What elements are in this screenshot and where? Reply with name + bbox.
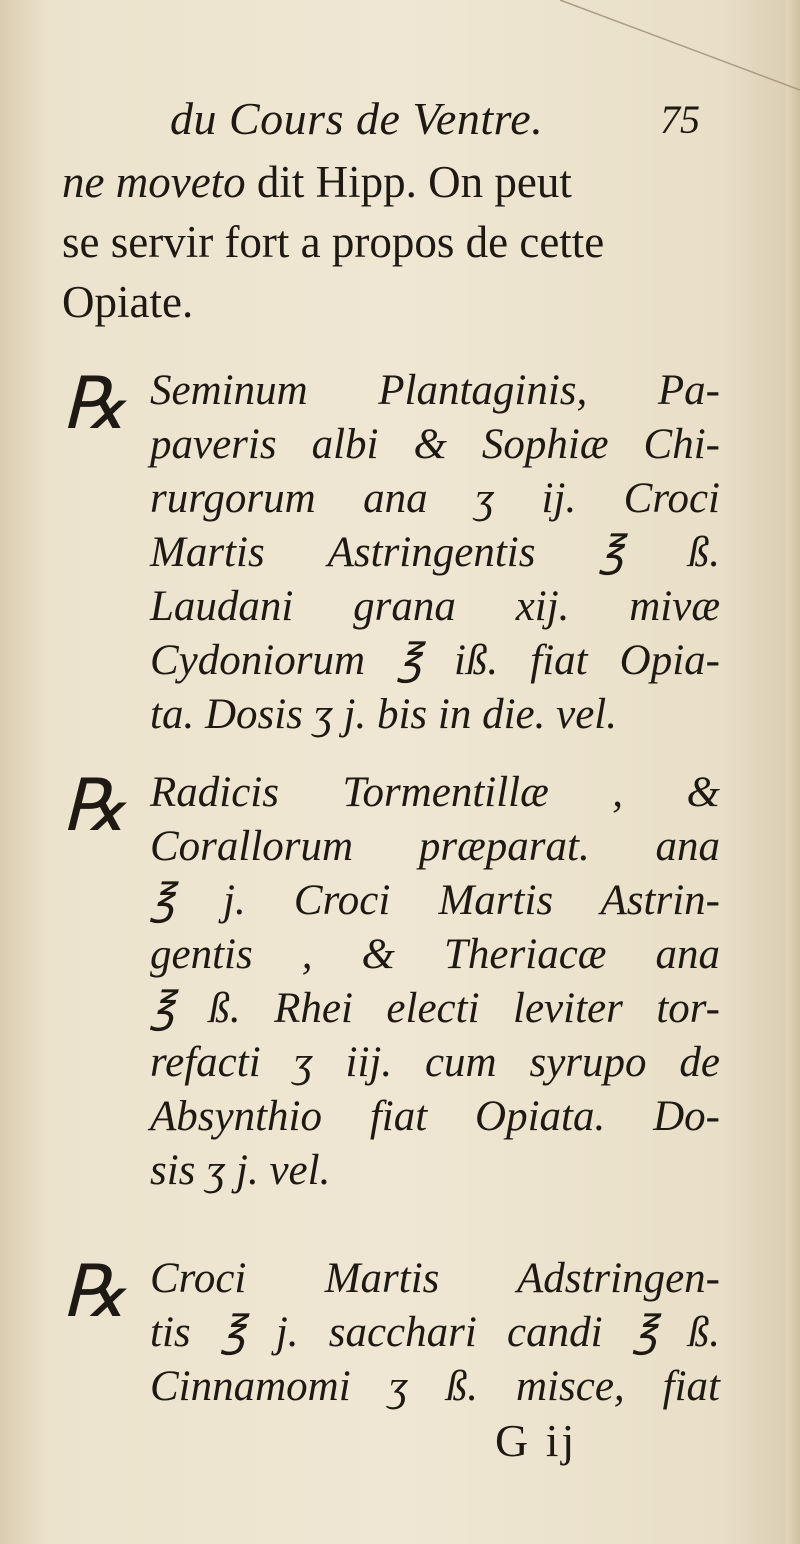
prescription-line: Corallorum præparat. ana [150,823,720,870]
prescription-line: Cydoniorum ℥ iß. fiat Opia- [150,637,720,684]
recipe-symbol: ℞ [62,766,127,846]
prescription-line: gentis , & Theriacæ ana [150,931,720,978]
prescription-3 [62,1252,722,1422]
intro-paragraph [62,152,712,332]
recipe-symbol: ℞ [62,1252,127,1332]
latin-phrase: ne moveto [62,157,246,207]
intro-line: se servir fort a propos de cette [62,217,605,267]
page-number: 75 [660,97,700,142]
prescription-1 [62,364,722,744]
prescription-line: tis ℥ j. sacchari candi ℥ ß. [150,1309,720,1356]
running-title: du Cours de Ventre. [170,93,544,144]
prescription-line: Radicis Tormentillæ , & [150,769,720,816]
prescription-text [150,766,720,1198]
prescription-line: ℥ ß. Rhei electi leviter tor- [150,985,720,1032]
page-edge [786,0,800,1544]
prescription-line: Croci Martis Adstringen- [150,1255,720,1302]
prescription-line: rurgorum ana ʒ ij. Croci [150,475,720,522]
prescription-text [150,1252,720,1414]
intro-line [62,152,712,212]
prescription-line: Laudani grana xij. mivæ [150,583,720,630]
prescription-line: ta. Dosis ʒ j. bis in die. vel. [150,691,617,738]
prescription-line: Cinnamomi ʒ ß. misce, fiat [150,1363,720,1410]
prescription-2 [62,766,722,1206]
prescription-line: refacti ʒ iij. cum syrupo de [150,1039,720,1086]
intro-line: Opiate. [62,277,194,327]
prescription-line: Absynthio fiat Opiata. Do- [150,1093,720,1140]
intro-text: dit Hipp. On peut [245,157,572,207]
prescription-line: Seminum Plantaginis, Pa- [150,367,720,414]
signature-mark: G ij [495,1415,578,1466]
prescription-line: ℥ j. Croci Martis Astrin- [150,877,720,924]
prescription-text [150,364,720,742]
recipe-symbol: ℞ [62,364,127,444]
page-header [170,92,700,152]
prescription-line: sis ʒ j. vel. [150,1147,331,1194]
prescription-line: Martis Astringentis ℥ ß. [150,529,720,576]
prescription-line: paveris albi & Sophiæ Chi- [150,421,720,468]
